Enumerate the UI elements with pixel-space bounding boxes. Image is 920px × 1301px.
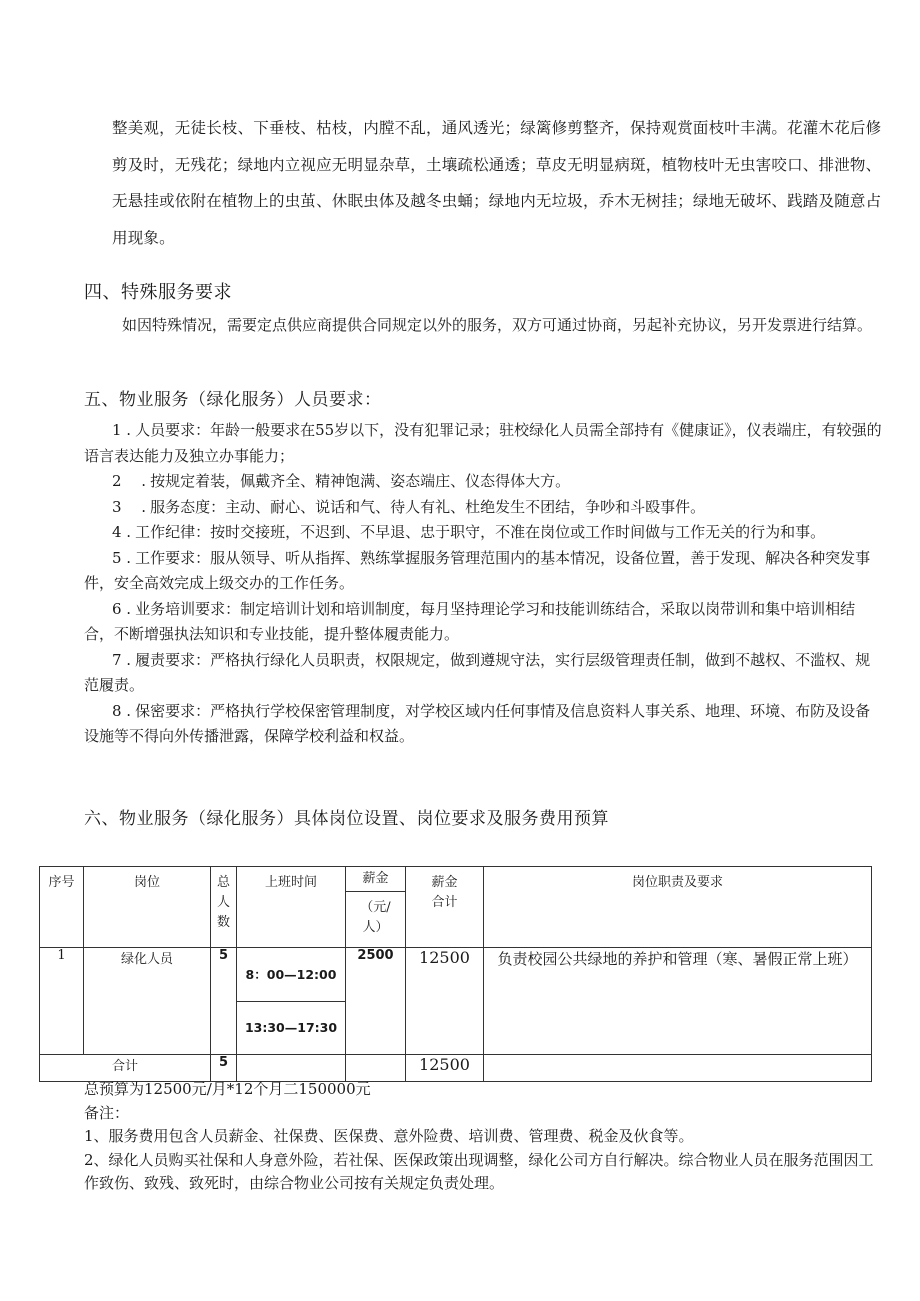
- total-count: 5: [211, 1055, 237, 1082]
- remarks-title: 备注：: [84, 1103, 130, 1122]
- list-item: 5 . 工作要求：服从领导、听从指挥、熟练掌握服务管理范围内的基本情况，设备位置，善于发现、解决各种突发事件，安全高效完成上级交办的工作任务。: [84, 548, 871, 592]
- header-seq: 序号: [40, 867, 84, 948]
- time-afternoon: 13:30—17:30: [244, 1020, 338, 1036]
- list-item: 3 . 服务态度：主动、耐心、说话和气、待人有礼、杜绝发生不团结，争吵和斗殴事件。: [112, 497, 706, 516]
- cell-time: [237, 948, 346, 1055]
- section-5-heading: 五、物业服务（绿化服务）人员要求：: [84, 390, 382, 410]
- cell-salary-total: 12500: [406, 948, 484, 1055]
- header-salary-total: 薪金 合计: [406, 867, 484, 948]
- total-salary-sum: 12500: [406, 1055, 484, 1082]
- total-label: 合计: [40, 1055, 211, 1082]
- list-item: 6 . 业务培训要求：制定培训计划和培训制度，每月坚持理论学习和技能训练结合，采取以岗带训和集中培训相结合，不断增强执法知识和专业技能，提升整体履责能力。: [84, 599, 856, 643]
- section-4-heading: 四、特殊服务要求: [84, 282, 232, 303]
- section-4-text: 如因特殊情况，需要定点供应商提供合同规定以外的服务，双方可通过协商，另起补充协议，另开发票进行结算。: [122, 316, 873, 334]
- greening-standard-paragraph: 整美观，无徒长枝、下垂枝、枯枝，内膛不乱，通风透光；绿篱修剪整齐，保持观赏面枝叶丰满。花灌木花后修剪及时，无残花；绿地内立视应无明显杂草，土壤疏松通透；草皮无明显病斑，植物枝叶无虫害咬口、排泄物、无悬挂或依附在植物上的虫茧、休眠虫体及越冬虫蛹；绿地内无垃圾，乔木无树挂；绿地无破坏、践踏及随意占用现象。: [112, 119, 882, 247]
- budget-remarks: [84, 1078, 884, 1196]
- remark-item: 2、绿化人员购买社保和人身意外险，若社保、医保政策出现调整，绿化公司方自行解决。综合物业人员在服务范围因工作致伤、致残、致死时，由综合物业公司按有关规定负责处理。: [84, 1150, 874, 1192]
- header-time: 上班时间: [237, 867, 346, 948]
- staff-requirements-list: [84, 418, 884, 750]
- list-item: 1 . 人员要求：年龄一般要求在55岁以下，没有犯罪记录；驻校绿化人员需全部持有《健康证》，仪表端庄，有较强的语言表达能力及独立办事能力；: [84, 421, 882, 465]
- list-item: 2 . 按规定着装，佩戴齐全、精神饱满、姿态端庄、仪态得体大方。: [112, 472, 571, 490]
- list-item: 4 . 工作纪律：按时交接班，不迟到、不早退、忠于职守，不准在岗位或工作时间做与工作无关的行为和事。: [112, 523, 826, 541]
- header-count: 总 人数: [211, 867, 237, 948]
- total-budget: 总预算为12500元/月*12个月二150000元: [84, 1080, 371, 1098]
- header-duty: 岗位职责及要求: [484, 867, 872, 948]
- cell-salary: 2500: [346, 948, 406, 1055]
- cell-post: 绿化人员: [84, 948, 211, 1055]
- remark-item: 1、服务费用包含人员薪金、社保费、医保费、意外险费、培训费、管理费、税金及伙食等。: [84, 1127, 694, 1145]
- cell-seq: 1: [40, 948, 84, 1055]
- cell-duty: 负责校园公共绿地的养护和管理（寒、暑假正常上班）: [484, 948, 872, 1055]
- time-morning: 8：00—12:00: [237, 948, 345, 1002]
- cell-count: 5: [211, 948, 237, 1055]
- list-item: 8 . 保密要求：严格执行学校保密管理制度，对学校区域内任何事情及信息资料人事关系、地理、环境、布防及设备设施等不得向外传播泄露，保障学校利益和权益。: [84, 701, 871, 745]
- list-item: 7 . 履责要求：严格执行绿化人员职责，权限规定，做到遵规守法，实行层级管理责任制，做到不越权、不滥权、规范履责。: [84, 650, 871, 694]
- table-row: [40, 948, 872, 1055]
- post-budget-table: [39, 866, 872, 1082]
- section-6-heading: 六、物业服务（绿化服务）具体岗位设置、岗位要求及服务费用预算: [84, 809, 609, 829]
- header-post: 岗位: [84, 867, 211, 948]
- header-salary: 薪金 （元/ 人）: [346, 867, 406, 948]
- table-header-row: [40, 867, 872, 948]
